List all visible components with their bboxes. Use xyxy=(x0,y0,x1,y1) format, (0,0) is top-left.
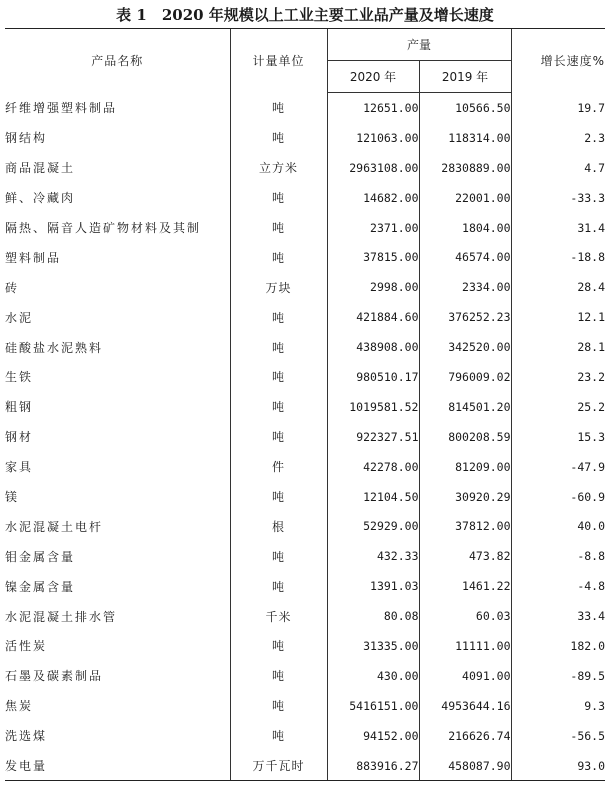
table-title: 表 1 2020 年规模以上工业主要工业品产量及增长速度 xyxy=(116,6,494,24)
growth-cell: -56.5 xyxy=(511,721,605,751)
growth-cell: -47.9 xyxy=(511,452,605,482)
table-row xyxy=(5,541,605,571)
output-2019-cell: 10566.50 xyxy=(419,93,511,123)
unit-cell: 吨 xyxy=(230,392,327,422)
product-name-cell: 鲜、冷藏肉 xyxy=(5,191,76,206)
output-2020-cell: 14682.00 xyxy=(327,183,419,213)
growth-cell: 15.3 xyxy=(511,422,605,452)
product-name-cell: 镁 xyxy=(5,490,20,505)
output-2020-cell: 438908.00 xyxy=(327,332,419,362)
product-name-cell: 水泥 xyxy=(5,310,34,325)
output-2019-cell: 2334.00 xyxy=(419,272,511,302)
unit-cell: 吨 xyxy=(230,332,327,362)
growth-cell: -89.5 xyxy=(511,661,605,691)
output-2020-cell: 121063.00 xyxy=(327,123,419,153)
output-2019-cell: 4091.00 xyxy=(419,661,511,691)
header-growth: 增长速度% xyxy=(511,29,605,93)
header-product-name: 产品名称 xyxy=(5,29,230,93)
table-row xyxy=(5,511,605,541)
output-2019-cell: 46574.00 xyxy=(419,242,511,272)
table-row xyxy=(5,123,605,153)
output-2019-cell: 30920.29 xyxy=(419,482,511,512)
product-name-cell: 石墨及碳素制品 xyxy=(5,669,104,684)
output-2019-cell: 1804.00 xyxy=(419,213,511,243)
output-2020-cell: 42278.00 xyxy=(327,452,419,482)
growth-cell: 9.3 xyxy=(511,691,605,721)
unit-cell: 吨 xyxy=(230,242,327,272)
growth-cell: -60.9 xyxy=(511,482,605,512)
unit-cell: 吨 xyxy=(230,362,327,392)
unit-cell: 吨 xyxy=(230,302,327,332)
growth-cell: 19.7 xyxy=(511,93,605,123)
growth-cell: 31.4 xyxy=(511,213,605,243)
product-name-cell: 洗选煤 xyxy=(5,729,48,744)
product-name-cell: 发电量 xyxy=(5,751,230,781)
unit-cell: 吨 xyxy=(230,691,327,721)
output-2020-cell: 432.33 xyxy=(327,541,419,571)
product-name-cell: 砖 xyxy=(5,280,20,295)
unit-cell: 吨 xyxy=(230,631,327,661)
output-2020-cell: 12651.00 xyxy=(327,93,419,123)
table-row xyxy=(5,721,605,751)
product-name-cell: 商品混凝土 xyxy=(5,161,76,176)
product-name-cell: 水泥混凝土排水管 xyxy=(5,609,118,624)
output-2019-cell: 60.03 xyxy=(419,601,511,631)
unit-cell: 吨 xyxy=(230,183,327,213)
growth-cell: -4.8 xyxy=(511,571,605,601)
output-2020-cell: 52929.00 xyxy=(327,511,419,541)
unit-cell: 吨 xyxy=(230,541,327,571)
product-name-cell: 活性炭 xyxy=(5,639,48,654)
product-name-cell: 隔热、隔音人造矿物材料及其制 xyxy=(5,221,202,235)
output-2019-cell: 342520.00 xyxy=(419,332,511,362)
unit-cell: 吨 xyxy=(230,482,327,512)
unit-cell: 吨 xyxy=(230,571,327,601)
output-2019-cell: 1461.22 xyxy=(419,571,511,601)
unit-cell: 吨 xyxy=(230,123,327,153)
unit-cell: 万块 xyxy=(230,272,327,302)
output-2019-cell: 796009.02 xyxy=(419,362,511,392)
table-row xyxy=(5,272,605,302)
unit-cell: 吨 xyxy=(230,213,327,243)
unit-cell: 件 xyxy=(230,452,327,482)
growth-cell: 25.2 xyxy=(511,392,605,422)
unit-cell: 立方米 xyxy=(230,153,327,183)
output-2019-cell: 81209.00 xyxy=(419,452,511,482)
table-row xyxy=(5,482,605,512)
table-row xyxy=(5,392,605,422)
output-2020-cell: 883916.27 xyxy=(327,751,419,781)
growth-cell: 182.0 xyxy=(511,631,605,661)
product-name-cell: 钼金属含量 xyxy=(5,549,76,564)
table-row xyxy=(5,362,605,392)
product-name-cell: 钢材 xyxy=(5,430,34,445)
output-2019-cell: 22001.00 xyxy=(419,183,511,213)
table-body xyxy=(5,93,605,781)
output-2019-cell: 458087.90 xyxy=(419,751,511,781)
output-2019-cell: 4953644.16 xyxy=(419,691,511,721)
product-name-cell: 家具 xyxy=(5,460,34,475)
product-name-cell: 钢结构 xyxy=(5,131,48,146)
header-year-2019: 2019 年 xyxy=(419,61,511,93)
output-2020-cell: 94152.00 xyxy=(327,721,419,751)
table-row xyxy=(5,422,605,452)
output-2019-cell: 2830889.00 xyxy=(419,153,511,183)
table-row xyxy=(5,213,605,243)
output-2020-cell: 5416151.00 xyxy=(327,691,419,721)
output-2019-cell: 814501.20 xyxy=(419,392,511,422)
growth-cell: 28.1 xyxy=(511,332,605,362)
output-2019-cell: 118314.00 xyxy=(419,123,511,153)
table-row xyxy=(5,452,605,482)
growth-cell: -8.8 xyxy=(511,541,605,571)
growth-cell: 28.4 xyxy=(511,272,605,302)
table-row xyxy=(5,631,605,661)
header-output: 产量 xyxy=(327,29,511,61)
growth-cell: 93.0 xyxy=(511,751,605,781)
unit-cell: 千米 xyxy=(230,601,327,631)
growth-cell: 33.4 xyxy=(511,601,605,631)
table-row xyxy=(5,302,605,332)
output-2020-cell: 922327.51 xyxy=(327,422,419,452)
growth-cell: -33.3 xyxy=(511,183,605,213)
table-row xyxy=(5,153,605,183)
output-2020-cell: 12104.50 xyxy=(327,482,419,512)
output-2019-cell: 800208.59 xyxy=(419,422,511,452)
product-name-cell: 焦炭 xyxy=(5,699,34,714)
unit-cell: 吨 xyxy=(230,721,327,751)
unit-cell: 万千瓦时 xyxy=(230,751,327,781)
output-2020-cell: 430.00 xyxy=(327,661,419,691)
table-row xyxy=(5,571,605,601)
growth-cell: 23.2 xyxy=(511,362,605,392)
output-2020-cell: 980510.17 xyxy=(327,362,419,392)
table-row xyxy=(5,661,605,691)
unit-cell: 吨 xyxy=(230,93,327,123)
output-2020-cell: 80.08 xyxy=(327,601,419,631)
output-2019-cell: 376252.23 xyxy=(419,302,511,332)
product-name-cell: 硅酸盐水泥熟料 xyxy=(5,340,104,355)
output-2020-cell: 31335.00 xyxy=(327,631,419,661)
table-row xyxy=(5,332,605,362)
product-name-cell: 镍金属含量 xyxy=(5,579,76,594)
production-table xyxy=(5,28,605,781)
output-2020-cell: 1019581.52 xyxy=(327,392,419,422)
table-row xyxy=(5,751,605,781)
output-2019-cell: 37812.00 xyxy=(419,511,511,541)
growth-cell: 2.3 xyxy=(511,123,605,153)
growth-cell: 4.7 xyxy=(511,153,605,183)
product-name-cell: 生铁 xyxy=(5,370,34,385)
table-row xyxy=(5,242,605,272)
unit-cell: 吨 xyxy=(230,422,327,452)
table-row xyxy=(5,93,605,123)
growth-cell: 12.1 xyxy=(511,302,605,332)
output-2020-cell: 37815.00 xyxy=(327,242,419,272)
output-2020-cell: 2963108.00 xyxy=(327,153,419,183)
header-year-2020: 2020 年 xyxy=(327,61,419,93)
unit-cell: 吨 xyxy=(230,661,327,691)
growth-cell: 40.0 xyxy=(511,511,605,541)
table-row xyxy=(5,183,605,213)
product-name-cell: 粗钢 xyxy=(5,400,34,415)
header-unit: 计量单位 xyxy=(230,29,327,93)
table-row xyxy=(5,601,605,631)
output-2019-cell: 11111.00 xyxy=(419,631,511,661)
header-row xyxy=(5,29,605,61)
output-2020-cell: 421884.60 xyxy=(327,302,419,332)
product-name-cell: 水泥混凝土电杆 xyxy=(5,519,104,534)
growth-cell: -18.8 xyxy=(511,242,605,272)
product-name-cell: 纤维增强塑料制品 xyxy=(5,101,118,116)
output-2020-cell: 2998.00 xyxy=(327,272,419,302)
output-2020-cell: 2371.00 xyxy=(327,213,419,243)
product-name-cell: 塑料制品 xyxy=(5,250,62,265)
output-2019-cell: 216626.74 xyxy=(419,721,511,751)
output-2019-cell: 473.82 xyxy=(419,541,511,571)
table-row xyxy=(5,691,605,721)
unit-cell: 根 xyxy=(230,511,327,541)
output-2020-cell: 1391.03 xyxy=(327,571,419,601)
